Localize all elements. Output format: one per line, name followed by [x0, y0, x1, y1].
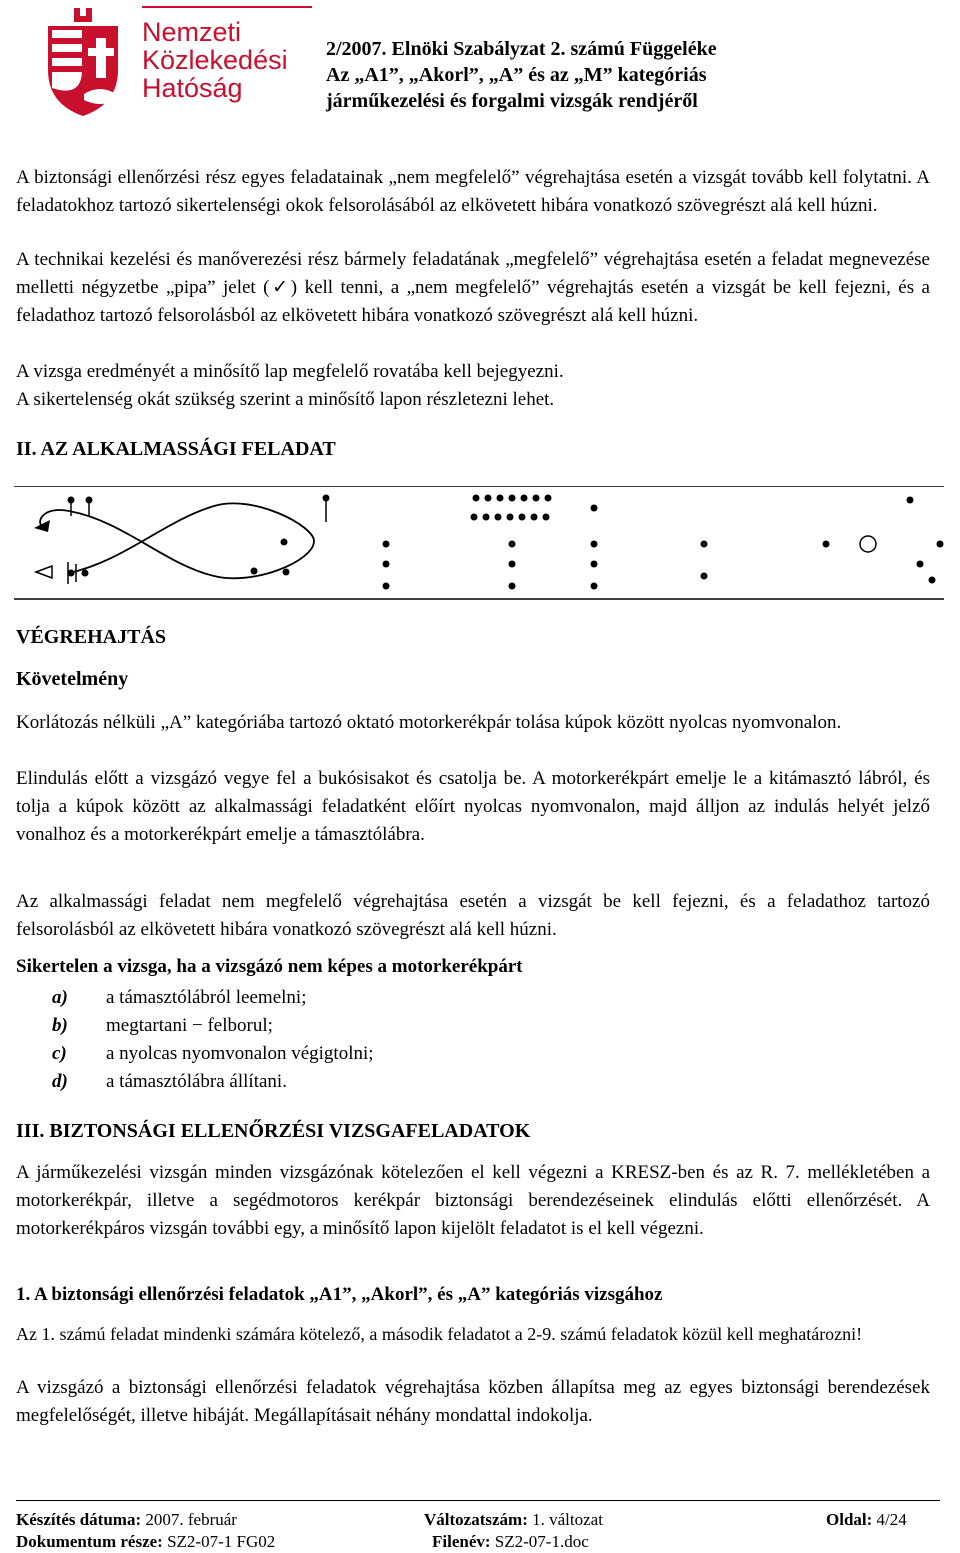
failure-item-label: d) — [52, 1071, 68, 1092]
footer-date-value: 2007. február — [145, 1510, 237, 1529]
intro-paragraph-4: A sikertelenség okát szükség szerint a minősítő lapon részletezni lehet. — [16, 389, 555, 410]
logo-wordmark — [142, 18, 288, 102]
logo-line-3: Hatóság — [142, 73, 243, 103]
figure-eight-course-diagram — [14, 486, 944, 600]
footer-doc-value: SZ2-07-1 FG02 — [167, 1532, 276, 1551]
footer-doc-label: Dokumentum része: — [16, 1532, 163, 1551]
footer-date-label: Készítés dátuma: — [16, 1510, 142, 1529]
authority-logo — [22, 4, 312, 122]
failure-item-text: a támasztólábra állítani. — [106, 1071, 287, 1092]
failure-item — [52, 1068, 287, 1096]
footer-file-value: SZ2-07-1.doc — [494, 1532, 589, 1551]
requirement-paragraph-3: Az alkalmassági feladat nem megfelelő végrehajtása esetén a vizsgát be kell fejezni, és a feladathoz tartozó felsorolásból az elkövetett hibára vonatkozó szövegrészt alá kell húzni. — [16, 891, 930, 940]
section-3-paragraph-3: A vizsgázó a biztonsági ellenőrzési feladatok végrehajtása közben állapítsa meg az egyes biztonsági berendezések megfelelőségét, illetve hibáját. Megállapításait néhány mondattal indokolja. — [16, 1377, 930, 1426]
footer-document-part — [16, 1530, 275, 1553]
coat-of-arms-icon — [40, 8, 126, 118]
footer-version — [424, 1508, 603, 1531]
failure-item-label: a) — [52, 987, 68, 1008]
logo-rule — [142, 6, 312, 8]
failure-item — [52, 1040, 374, 1068]
failure-item — [52, 984, 306, 1012]
section-3-paragraph-2: Az 1. számú feladat mindenki számára kötelező, a második feladatot a 2-9. számú feladatok közül kell meghatározni! — [16, 1324, 863, 1344]
logo-line-2: Közlekedési — [142, 45, 288, 75]
failure-item-label: b) — [52, 1015, 68, 1036]
footer-version-label: Változatszám: — [424, 1510, 528, 1529]
section-3-paragraph-1: A járműkezelési vizsgán minden vizsgázónak kötelezően el kell végezni a KRESZ-ben és az R. 7. mellékletében a motorkerékpár, illetve a segédmotoros kerékpár biztonsági berendezéseinek elindulás előtti ellenőrzését. A motorkerékpáros vizsgán további egy, a minősítő lapon kijelölt feladatot is el kell végezni. — [16, 1162, 930, 1239]
requirement-paragraph-1: Korlátozás nélküli „A” kategóriába tartozó oktató motorkerékpár tolása kúpok között nyolcas nyomvonalon. — [16, 712, 842, 733]
footer-file-label: Filenév: — [432, 1532, 491, 1551]
failure-item-text: a támasztólábról leemelni; — [106, 987, 307, 1008]
footer-rule — [16, 1500, 940, 1501]
footer-page-label: Oldal: — [826, 1510, 873, 1529]
footer-filename — [432, 1530, 589, 1553]
failure-item-text: megtartani − felborul; — [106, 1015, 273, 1036]
safety-check-subtitle: 1. A biztonsági ellenőrzési feladatok „A1”, „Akorl”, és „A” kategóriás vizsgához — [16, 1284, 663, 1305]
footer-page — [826, 1508, 907, 1531]
header-line-3: járműkezelési és forgalmi vizsgák rendjéről — [326, 90, 698, 112]
footer-date — [16, 1508, 237, 1531]
footer-page-value: 4/24 — [876, 1510, 907, 1529]
document-header — [326, 36, 717, 114]
footer-version-value: 1. változat — [532, 1510, 603, 1529]
intro-paragraph-2: A technikai kezelési és manőverezési rész bármely feladatának „megfelelő” végrehajtása esetén a feladat megnevezése melletti négyzetbe „pipa” jelet (✓) kell tenni, a „nem megfelelő” végrehajtás esetén a vizsgát be kell fejezni, és a feladathoz tartozó felsorolásból az elkövetett hibára vonatkozó szövegrészt alá kell húzni. — [16, 249, 930, 326]
requirement-paragraph-2: Elindulás előtt a vizsgázó vegye fel a bukósisakot és csatolja be. A motorkerékpárt emelje le a kitámasztó lábról, és tolja a kúpok között az alkalmassági feladatként előírt nyolcas nyomvonalon, majd álljon az indulás helyét jelző vonalhoz és a motorkerékpárt emelje a támasztólábra. — [16, 768, 930, 845]
header-line-1: 2/2007. Elnöki Szabályzat 2. számú Függeléke — [326, 38, 717, 60]
failure-conditions-title: Sikertelen a vizsga, ha a vizsgázó nem képes a motorkerékpárt — [16, 956, 523, 977]
header-line-2: Az „A1”, „Akorl”, „A” és az „M” kategóriás — [326, 64, 707, 86]
logo-line-1: Nemzeti — [142, 17, 242, 47]
intro-paragraph-3: A vizsga eredményét a minősítő lap megfelelő rovatába kell bejegyezni. — [16, 361, 564, 382]
failure-item — [52, 1012, 273, 1040]
section-2-title: II. AZ ALKALMASSÁGI FELADAT — [16, 438, 336, 460]
intro-paragraph-1: A biztonsági ellenőrzési rész egyes feladatainak „nem megfelelő” végrehajtása esetén a vizsgát tovább kell folytatni. A feladatokhoz tartozó sikertelenségi okok felsorolásából az elkövetett hibára vonatkozó szövegrészt alá kell húzni. — [16, 167, 930, 216]
section-3-title: III. BIZTONSÁGI ELLENŐRZÉSI VIZSGAFELADATOK — [16, 1120, 531, 1142]
failure-item-text: a nyolcas nyomvonalon végigtolni; — [106, 1043, 374, 1064]
requirement-heading: Követelmény — [16, 668, 129, 690]
failure-item-label: c) — [52, 1043, 67, 1064]
execution-heading: VÉGREHAJTÁS — [16, 626, 167, 648]
